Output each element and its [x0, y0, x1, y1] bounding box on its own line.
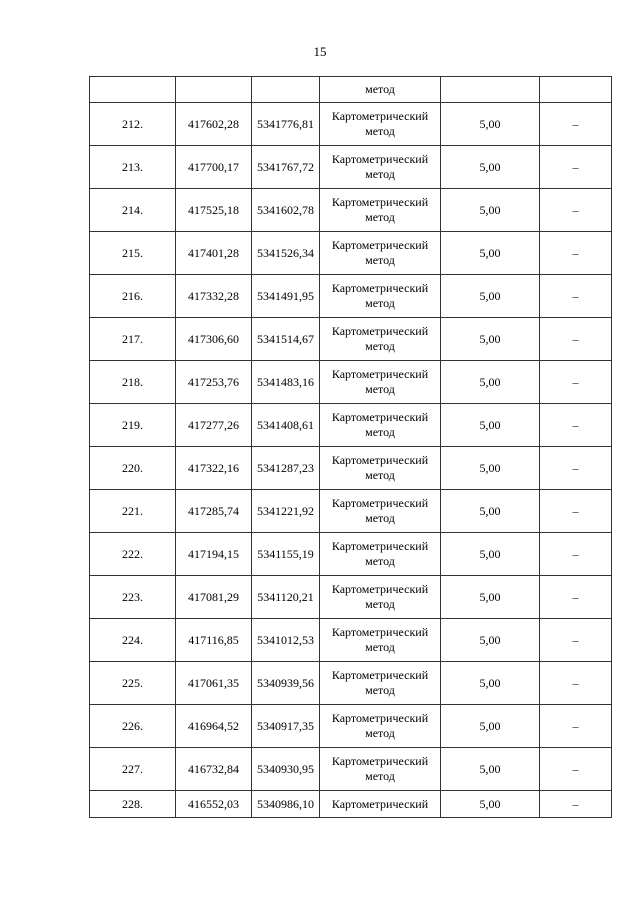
cell-x: 417525,18 [176, 189, 252, 232]
cell-method: Картометрический метод [320, 361, 441, 404]
table-row [90, 232, 612, 275]
table-row [90, 576, 612, 619]
cell-accuracy: 5,00 [441, 533, 540, 576]
cell-description: – [540, 705, 612, 748]
cell-num: 221. [90, 490, 176, 533]
cell-accuracy [441, 77, 540, 103]
table-row [90, 189, 612, 232]
cell-accuracy: 5,00 [441, 748, 540, 791]
cell-y [252, 77, 320, 103]
cell-x: 417602,28 [176, 103, 252, 146]
cell-accuracy: 5,00 [441, 705, 540, 748]
cell-x: 417194,15 [176, 533, 252, 576]
cell-accuracy: 5,00 [441, 791, 540, 818]
cell-y: 5341483,16 [252, 361, 320, 404]
cell-description: – [540, 447, 612, 490]
cell-num: 224. [90, 619, 176, 662]
cell-x: 417277,26 [176, 404, 252, 447]
cell-y: 5341767,72 [252, 146, 320, 189]
cell-num: 228. [90, 791, 176, 818]
cell-description: – [540, 533, 612, 576]
cell-method: Картометрический метод [320, 275, 441, 318]
cell-x: 417116,85 [176, 619, 252, 662]
cell-y: 5340930,95 [252, 748, 320, 791]
cell-accuracy: 5,00 [441, 404, 540, 447]
cell-description: – [540, 361, 612, 404]
cell-accuracy: 5,00 [441, 275, 540, 318]
cell-num: 218. [90, 361, 176, 404]
cell-description: – [540, 748, 612, 791]
table-row [90, 490, 612, 533]
cell-method: Картометрический метод [320, 146, 441, 189]
table-row [90, 103, 612, 146]
cell-description: – [540, 404, 612, 447]
cell-accuracy: 5,00 [441, 447, 540, 490]
cell-description: – [540, 275, 612, 318]
cell-x: 416732,84 [176, 748, 252, 791]
cell-method: Картометрический метод [320, 490, 441, 533]
cell-description: – [540, 232, 612, 275]
cell-y: 5341120,21 [252, 576, 320, 619]
cell-method: метод [320, 77, 441, 103]
cell-method: Картометрический метод [320, 748, 441, 791]
table-row [90, 748, 612, 791]
cell-accuracy: 5,00 [441, 361, 540, 404]
cell-method: Картометрический метод [320, 705, 441, 748]
cell-x: 417285,74 [176, 490, 252, 533]
cell-y: 5341514,67 [252, 318, 320, 361]
table-row [90, 662, 612, 705]
cell-method: Картометрический метод [320, 619, 441, 662]
table-row [90, 619, 612, 662]
cell-x: 417306,60 [176, 318, 252, 361]
coordinates-table [89, 76, 612, 818]
cell-x: 417081,29 [176, 576, 252, 619]
table-row [90, 146, 612, 189]
cell-method: Картометрический метод [320, 404, 441, 447]
cell-num [90, 77, 176, 103]
cell-description: – [540, 576, 612, 619]
cell-method: Картометрический метод [320, 103, 441, 146]
cell-method: Картометрический метод [320, 447, 441, 490]
cell-y: 5341221,92 [252, 490, 320, 533]
table-row [90, 447, 612, 490]
cell-description: – [540, 103, 612, 146]
cell-y: 5341491,95 [252, 275, 320, 318]
table-row [90, 791, 612, 818]
cell-x: 417253,76 [176, 361, 252, 404]
cell-y: 5341776,81 [252, 103, 320, 146]
cell-num: 223. [90, 576, 176, 619]
cell-y: 5341155,19 [252, 533, 320, 576]
cell-x: 416964,52 [176, 705, 252, 748]
table-row [90, 533, 612, 576]
cell-accuracy: 5,00 [441, 662, 540, 705]
cell-num: 213. [90, 146, 176, 189]
table-row [90, 275, 612, 318]
cell-num: 222. [90, 533, 176, 576]
cell-accuracy: 5,00 [441, 232, 540, 275]
cell-description: – [540, 146, 612, 189]
page-number: 15 [313, 44, 327, 59]
cell-y: 5341408,61 [252, 404, 320, 447]
cell-method: Картометрический метод [320, 662, 441, 705]
cell-num: 212. [90, 103, 176, 146]
cell-method: Картометрический метод [320, 189, 441, 232]
cell-num: 216. [90, 275, 176, 318]
cell-y: 5340917,35 [252, 705, 320, 748]
cell-description: – [540, 318, 612, 361]
cell-x [176, 77, 252, 103]
cell-y: 5340939,56 [252, 662, 320, 705]
cell-y: 5341012,53 [252, 619, 320, 662]
cell-accuracy: 5,00 [441, 189, 540, 232]
cell-method: Картометрический [320, 791, 441, 818]
table-row-continuation [90, 77, 612, 103]
cell-num: 226. [90, 705, 176, 748]
cell-description: – [540, 490, 612, 533]
cell-method: Картометрический метод [320, 232, 441, 275]
cell-accuracy: 5,00 [441, 318, 540, 361]
cell-y: 5340986,10 [252, 791, 320, 818]
table-row [90, 361, 612, 404]
cell-num: 215. [90, 232, 176, 275]
cell-num: 227. [90, 748, 176, 791]
cell-y: 5341526,34 [252, 232, 320, 275]
cell-accuracy: 5,00 [441, 103, 540, 146]
cell-accuracy: 5,00 [441, 619, 540, 662]
cell-y: 5341602,78 [252, 189, 320, 232]
table-row [90, 318, 612, 361]
cell-x: 417061,35 [176, 662, 252, 705]
cell-num: 225. [90, 662, 176, 705]
cell-description: – [540, 791, 612, 818]
cell-x: 417401,28 [176, 232, 252, 275]
cell-accuracy: 5,00 [441, 146, 540, 189]
cell-method: Картометрический метод [320, 533, 441, 576]
cell-x: 417322,16 [176, 447, 252, 490]
cell-method: Картометрический метод [320, 318, 441, 361]
cell-num: 214. [90, 189, 176, 232]
cell-num: 219. [90, 404, 176, 447]
cell-method: Картометрический метод [320, 576, 441, 619]
cell-accuracy: 5,00 [441, 490, 540, 533]
cell-description: – [540, 189, 612, 232]
cell-x: 416552,03 [176, 791, 252, 818]
cell-y: 5341287,23 [252, 447, 320, 490]
cell-description [540, 77, 612, 103]
table-row [90, 705, 612, 748]
cell-num: 217. [90, 318, 176, 361]
cell-num: 220. [90, 447, 176, 490]
table-row [90, 404, 612, 447]
cell-description: – [540, 662, 612, 705]
cell-x: 417700,17 [176, 146, 252, 189]
cell-accuracy: 5,00 [441, 576, 540, 619]
cell-description: – [540, 619, 612, 662]
cell-x: 417332,28 [176, 275, 252, 318]
